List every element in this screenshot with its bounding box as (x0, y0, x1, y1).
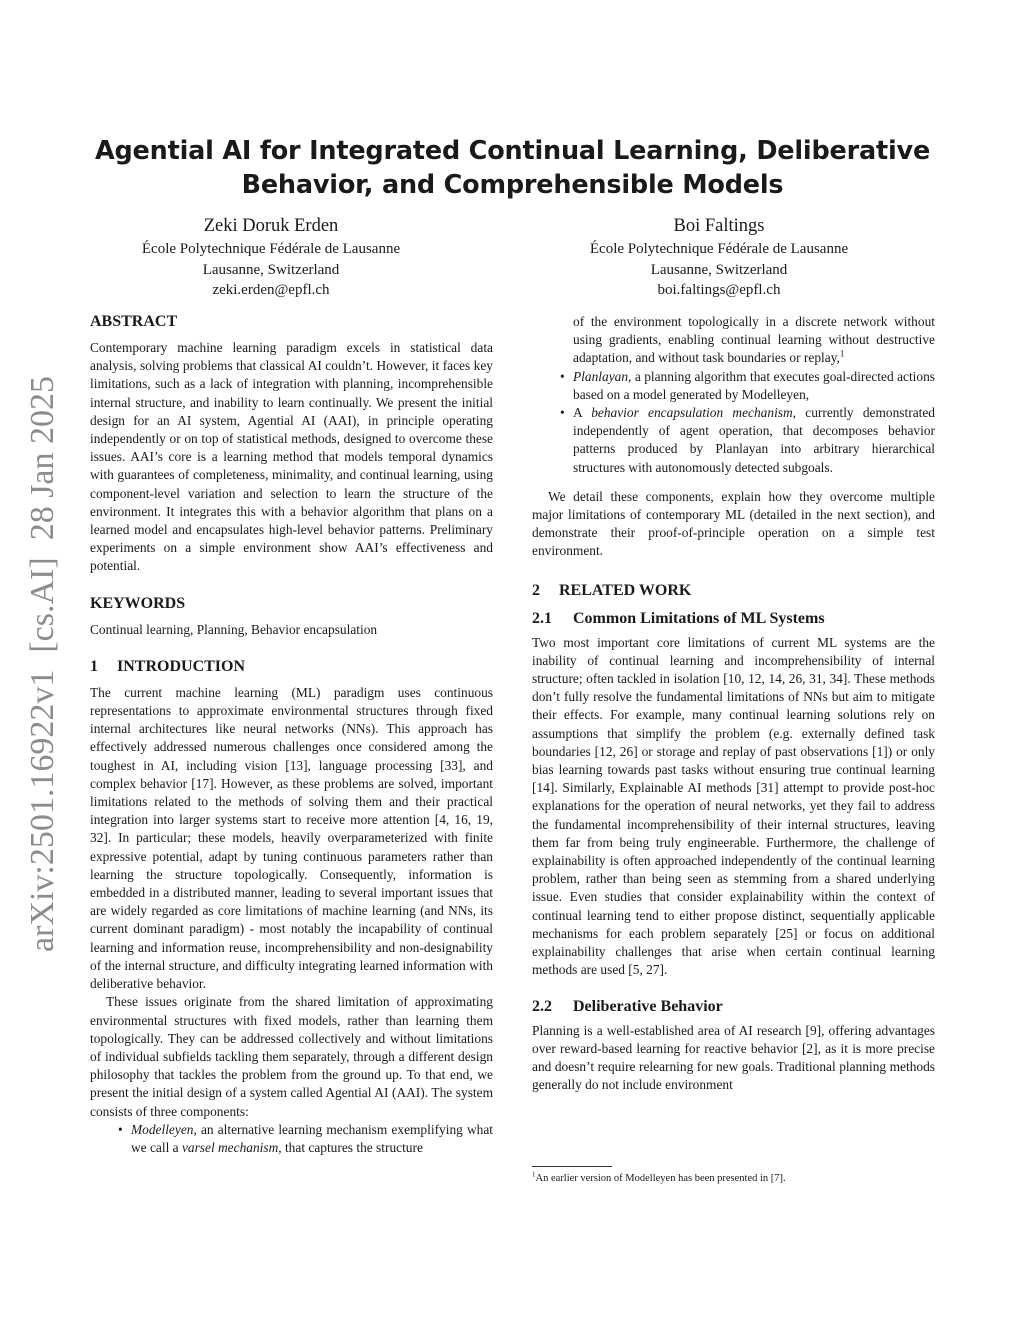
arxiv-identifier-stamp: arXiv:2501.16922v1 [cs.AI] 28 Jan 2025 (24, 375, 61, 952)
author-location: Lausanne, Switzerland (202, 261, 340, 278)
author-name: Boi Faltings (673, 216, 765, 236)
subsection-2-1-text: Two most important core limitations of current ML systems are the inability of continual learning and incomprehensibility of internal structure; often tackled in isolation [10, 12, 14, 26, 31, 34]. These methods don’t fully resolve the fundamental limitations of NNs but aim to mitigate their effects. For example, many continual learning solutions rely on assumptions that simplify the problem (e.g. externally defined task boundaries [12, 26] or storage and replay of past observations [1]) or only bias learning towards past tasks without ensuring true continual learning [14]. Similarly, Explainable AI methods [31] attempt to provide post-hoc explanations for the operation of neural networks, yet they fail to address the fundamental incomprehensibility of their internal structures, leaving them far from being truly engineerable. Furthermore, the challenge of explainability is often approached independently of the continual learning problem, rather than being seen as stemming from a shared underlying issue. Even studies that consider explainability within the context of continual learning tend to either propose distinct, sequentially applicable mechanisms for each problem separately [25] or focus on additional explainability challenges that arise when certain continual learning methods are used [5, 27]. (532, 634, 935, 978)
subsection-number: 2.1 (532, 609, 552, 627)
list-item-modelleyen: • Modelleyen, an alternative learning mechanism exemplifying what we call a varsel mechanism, that captures the structure (118, 1121, 493, 1155)
related-work-heading (532, 580, 935, 602)
title-line-1: Agential AI for Integrated Continual Learning, Deliberative (94, 136, 931, 166)
list-item-behavior-encapsulation: • A behavior encapsulation mechanism, currently demonstrated independently of agent operation, that decomposes behavior patterns produced by Planlayan into arbitrary hierarchical structures with autonomously detected subgoals. (560, 405, 935, 475)
abstract-heading: ABSTRACT (90, 313, 178, 330)
section-title: INTRODUCTION (117, 657, 246, 675)
section-number: 2 (532, 581, 540, 599)
author-block-1 (81, 213, 461, 301)
term-varsel-mechanism: varsel mechanism, (181, 1139, 282, 1155)
subsection-title: Common Limitations of ML Systems (573, 609, 825, 627)
introduction-heading (90, 656, 493, 678)
component-list (90, 1121, 493, 1157)
subsection-title: Deliberative Behavior (573, 997, 723, 1015)
section-number: 1 (90, 657, 98, 675)
author-affiliation: École Polytechnique Fédérale de Lausanne (589, 241, 849, 257)
keywords-heading: KEYWORDS (90, 594, 186, 612)
author-email: zeki.erden@epfl.ch (212, 282, 330, 298)
term-modelleyen: Modelleyen (131, 1121, 194, 1137)
component-list-continued (532, 368, 935, 477)
subsection-2-2-text: Planning is a well-established area of AI research [9], offering advantages over reward-based learning for reactive behavior [2], as it is more precise and doesn’t require relearning for new goals. Traditional planning methods generally do not include environment (532, 1022, 935, 1093)
section-title: RELATED WORK (559, 581, 692, 599)
intro-paragraph-1: The current machine learning (ML) paradigm uses continuous representations to approximate environmental structures through fixed internal architectures like neural networks (NNs). This approach has effectively addressed numerous challenges once considered among the toughest in AI, including vision [13], language processing [33], and complex behavior [17]. However, as these problems are solved, important limitations related to the methods of solving them and their practical integration into larger systems start to receive more attention [4, 16, 19, 32]. In particular; these models, heavily overparameterized with finite expressive potential, adapt by tuning continuous parameters rather than learning the structure topologically. Consequently, information is embedded in a distributed manner, leading to several important issues that are widely regarded as core limitations of machine learning (and NNs, its current dominant paradigm) - most notably the incapability of continual learning and information reuse, incomprehensibility and non-designability of the internal structure, and difficulty integrating learned information with deliberative behavior. (90, 684, 493, 992)
footnote (532, 1172, 786, 1186)
keywords-text: Continual learning, Planning, Behavior encapsulation (90, 621, 378, 637)
list-item-planlayan: • Planlayan, a planning algorithm that executes goal-directed actions based on a model generated by Modelleyen, (560, 368, 935, 402)
intro-paragraph-2: These issues originate from the shared limitation of approximating environmental structures with fixed models, rather than learning them topologically. They can be addressed collectively and without limitations of individual subfields tackling them separately, through a different design philosophy that tackles the problem from the ground up. To that end, we present the initial design of a system called Agential AI (AAI). The system consists of three components: (90, 994, 493, 1119)
term-behavior-encapsulation: behavior encapsulation mechanism (591, 405, 793, 421)
footnote-text: An earlier version of Modelleyen has been presented in [7]. (535, 1173, 786, 1184)
footnote-number: 1 (532, 1170, 536, 1179)
list-item-modelleyen-continued: of the environment topologically in a discrete network without using gradients, enabling continual learning without destructive adaptation, and without task boundaries or replay,$^1$ (573, 314, 935, 366)
paper-title (90, 134, 935, 202)
author-name: Zeki Doruk Erden (203, 216, 339, 236)
right-column (532, 313, 935, 1094)
subsection-2-1-heading (532, 608, 935, 630)
author-email: boi.faltings@epfl.ch (657, 282, 781, 298)
subsection-number: 2.2 (532, 997, 552, 1015)
author-location: Lausanne, Switzerland (650, 261, 788, 278)
left-column (90, 311, 493, 1157)
abstract-text: Contemporary machine learning paradigm excels in statistical data analysis, solving problems that classical AI couldn’t. However, it faces key limitations, such as a lack of integration with planning, incomprehensible internal structure, and inability to learn continually. We present the initial design for an AI system, Agential AI (AAI), in principle operating independently or on top of statistical methods, designed to overcome these issues. AAI’s core is a learning method that models temporal dynamics with guarantees of completeness, minimality, and continual learning, using component-level variation and selection to learn the structure of the environment. It integrates this with a behavior algorithm that plans on a learned model and encapsulates high-level behavior patterns. Preliminary experiments on a simple environment show AAI’s effectiveness and potential. (90, 340, 493, 574)
term-planlayan: Planlayan (573, 368, 629, 384)
author-block-2 (529, 213, 909, 301)
title-line-2: Behavior, and Comprehensible Models (241, 170, 784, 200)
intro-paragraph-3: We detail these components, explain how they overcome multiple major limitations of contemporary ML (detailed in the next section), and demonstrate their proof-of-principle operation on a simple test environment. (532, 488, 935, 559)
author-affiliation: École Polytechnique Fédérale de Lausanne (141, 241, 401, 257)
subsection-2-2-heading (532, 996, 935, 1018)
footnote-mark: 1 (839, 348, 845, 359)
footnote-rule (532, 1166, 612, 1167)
